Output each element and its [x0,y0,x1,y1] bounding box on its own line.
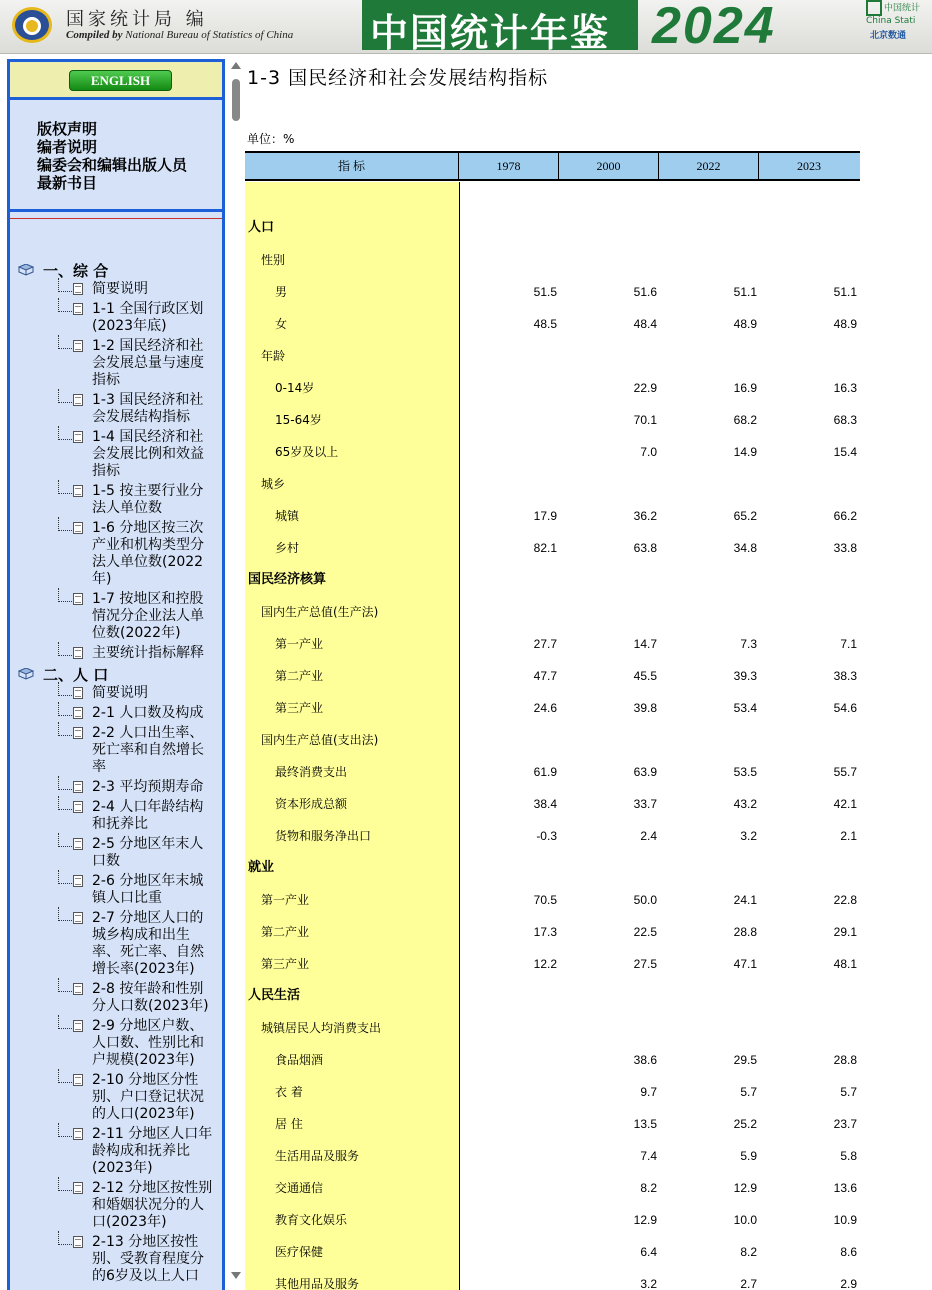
row-value: 43.2 [733,797,757,811]
tree-line [58,298,72,312]
row-label: 第一产业 [275,637,324,651]
toc-item[interactable] [10,705,222,722]
toc-item[interactable] [10,836,222,870]
table-row [245,820,860,852]
table-row [245,564,860,596]
row-value: 48.1 [833,957,857,971]
toc-item[interactable] [10,1234,222,1285]
row-value: 14.7 [633,637,657,651]
document-icon [73,912,83,924]
bureau-name: 国家统计局 编 [66,9,208,30]
toc-item-label: 1-7 按地区和控股情况分企业法人单位数(2022年) [92,591,204,641]
row-value: 51.1 [833,285,857,299]
row-value: 39.3 [733,669,757,683]
row-value: 3.2 [740,829,757,843]
toc-item-label: 2-3 平均预期寿命 [92,779,204,795]
toc-item-label: 1-1 全国行政区划(2023年底) [92,301,204,334]
document-icon [73,707,83,719]
row-value: 22.5 [633,925,657,939]
row-label: 交通通信 [275,1181,324,1195]
row-label: 衣 着 [275,1085,303,1099]
book-icon [18,668,34,680]
row-value: 48.5 [533,317,557,331]
table-row [245,948,860,980]
tree-line [58,1015,72,1029]
unit-label: 单位：% [247,132,295,146]
row-value: 47.7 [533,669,557,683]
row-value: 48.9 [833,317,857,331]
sidebar [7,59,225,1290]
row-value: 63.8 [633,541,657,555]
row-value: 27.5 [633,957,657,971]
row-label: 教育文化娱乐 [275,1213,348,1227]
row-label: 城镇居民人均消费支出 [261,1021,382,1035]
english-box [10,62,222,100]
row-label: 65岁及以上 [275,445,339,459]
document-icon [73,983,83,995]
table-row [245,532,860,564]
table-row [245,1268,860,1290]
toc-item[interactable] [10,910,222,978]
row-value: 10.0 [733,1213,757,1227]
row-value: 5.8 [840,1149,857,1163]
tree-line [58,796,72,810]
row-value: 51.1 [733,285,757,299]
row-label: 第二产业 [275,669,324,683]
table-row [245,500,860,532]
front-matter-links [10,100,222,212]
table-row [245,980,860,1012]
row-label: 最终消费支出 [275,765,348,779]
row-value: 8.2 [640,1181,657,1195]
tree-line [58,1123,72,1137]
row-label: 0-14岁 [275,381,315,395]
row-value: 38.3 [833,669,857,683]
tree-line [58,642,72,656]
row-label: 第二产业 [261,925,310,939]
editorial-board-link[interactable]: 编委会和编辑出版人员 [37,156,188,174]
row-value: 29.5 [733,1053,757,1067]
document-icon [73,875,83,887]
tree-line [58,776,72,790]
row-value: 66.2 [833,509,857,523]
row-value: 25.2 [733,1117,757,1131]
scroll-thumb[interactable] [232,79,240,121]
toc-chapter-label: 一、综 合 [43,262,109,280]
header-indicator: 指 标 [245,153,459,179]
table-row [245,1140,860,1172]
toc-item[interactable] [10,281,222,298]
copyright-link[interactable]: 版权声明 [37,120,98,138]
document-icon [73,394,83,406]
row-value: 22.9 [633,381,657,395]
toc-item-label: 简要说明 [92,281,148,297]
table-row [245,1108,860,1140]
row-value: 2.7 [740,1277,757,1290]
row-value: 39.8 [633,701,657,715]
row-value: 5.7 [740,1085,757,1099]
row-value: 3.2 [640,1277,657,1290]
row-value: 10.9 [833,1213,857,1227]
row-label: 货物和服务净出口 [275,829,372,843]
row-value: 68.2 [733,413,757,427]
row-value: 48.4 [633,317,657,331]
toc-item-label: 2-12 分地区按性别和婚姻状况分的人口(2023年) [92,1180,213,1230]
row-value: 82.1 [533,541,557,555]
toc-item-label: 2-6 分地区年末城镇人口比重 [92,873,204,906]
toc-item-label: 2-8 按年龄和性别分人口数(2023年) [92,981,209,1014]
toc-item[interactable] [10,591,222,642]
china-statistics-logo-icon [866,0,882,16]
row-value: 63.9 [633,765,657,779]
toc-item-label: 2-9 分地区户数、人口数、性别比和户规模(2023年) [92,1018,204,1068]
tree-line [58,480,72,494]
table-row [245,1044,860,1076]
row-value: 38.4 [533,797,557,811]
header-2023: 2023 [797,159,821,173]
row-label: 食品烟酒 [275,1053,324,1067]
row-label: 15-64岁 [275,413,322,427]
table-row [245,1236,860,1268]
table-row [245,884,860,916]
document-icon [73,687,83,699]
toc-item[interactable] [10,1018,222,1069]
toc-chapter-label: 二、人 口 [43,666,109,684]
header-1978: 1978 [459,153,559,179]
table-row [245,628,860,660]
row-value: 51.6 [633,285,657,299]
row-value: 12.2 [533,957,557,971]
toc-item-label: 2-7 分地区人口的城乡构成和出生率、死亡率、自然增长率(2023年) [92,910,204,977]
table-row [245,852,860,884]
header-banner [0,0,932,54]
tree-line [58,335,72,349]
tree-line [58,1177,72,1191]
tree-line [58,722,72,736]
row-value: 17.3 [533,925,557,939]
row-label: 其他用品及服务 [275,1277,360,1290]
row-value: 34.8 [733,541,757,555]
document-icon [73,781,83,793]
row-label: 国内生产总值(支出法) [261,733,379,747]
table-row [245,756,860,788]
table-row [245,244,860,276]
row-value: 2.9 [840,1277,857,1290]
table-row [245,1012,860,1044]
row-value: 16.3 [833,381,857,395]
row-value: 6.4 [640,1245,657,1259]
document-icon [73,727,83,739]
row-label: 第三产业 [261,957,310,971]
row-label: 居 住 [275,1117,303,1131]
row-label: 第三产业 [275,701,324,715]
document-icon [73,801,83,813]
row-value: 42.1 [833,797,857,811]
toc-chapter[interactable] [10,665,222,685]
row-label: 男 [275,285,288,299]
toc-item-label: 2-2 人口出生率、死亡率和自然增长率 [92,725,204,775]
row-value: 70.5 [533,893,557,907]
toc-item[interactable] [10,338,222,389]
toc-item[interactable] [10,429,222,480]
table-row [245,1172,860,1204]
row-value: -0.3 [536,829,557,843]
book-icon [18,264,34,276]
table-row [245,692,860,724]
row-value: 14.9 [733,445,757,459]
toc-item-label: 2-1 人口数及构成 [92,705,204,721]
scroll-up-arrow-icon[interactable] [231,62,241,69]
nbs-logo-icon [12,7,52,43]
table-row [245,1204,860,1236]
document-icon [73,431,83,443]
tree-line [58,426,72,440]
toc-item-label: 2-13 分地区按性别、受教育程度分的6岁及以上人口 [92,1234,204,1284]
row-value: 7.1 [840,637,857,651]
row-label: 乡村 [275,541,300,555]
toc-item-label: 1-6 分地区按三次产业和机构类型分法人单位数(2022年) [92,520,204,587]
row-value: 7.0 [640,445,657,459]
row-label: 国内生产总值(生产法) [261,605,379,619]
row-value: 70.1 [633,413,657,427]
row-value: 23.7 [833,1117,857,1131]
toc-item[interactable] [10,799,222,833]
yearbook-title: 中国统计年鉴 [370,11,611,54]
toc-item[interactable] [10,520,222,588]
row-value: 24.1 [733,893,757,907]
toc-item[interactable] [10,725,222,776]
row-value: 2.4 [640,829,657,843]
row-value: 36.2 [633,509,657,523]
row-label: 医疗保健 [275,1245,324,1259]
tree-line [58,702,72,716]
yearbook-year: 2024 [652,0,776,54]
row-value: 12.9 [633,1213,657,1227]
row-value: 13.5 [633,1117,657,1131]
row-value: 29.1 [833,925,857,939]
document-icon [73,522,83,534]
tree-line [58,1069,72,1083]
toc-item-label: 2-4 人口年龄结构和抚养比 [92,799,204,832]
row-label: 女 [275,317,288,331]
toc-item[interactable] [10,779,222,796]
tree-line [58,278,72,292]
document-icon [73,647,83,659]
row-value: 27.7 [533,637,557,651]
toc-item[interactable] [10,301,222,335]
table-row [245,596,860,628]
english-button[interactable]: ENGLISH [69,70,172,91]
toc-item-label: 简要说明 [92,685,148,701]
latest-catalog-link[interactable]: 最新书目 [37,174,98,192]
corner-logo-top: 中国统计 China Stati [866,0,932,26]
toc-item-label: 1-4 国民经济和社会发展比例和效益指标 [92,429,204,479]
row-label: 生活用品及服务 [275,1149,360,1163]
toc-item-label: 1-2 国民经济和社会发展总量与速度指标 [92,338,204,388]
row-value: 48.9 [733,317,757,331]
tree-line [58,907,72,921]
row-value: 5.7 [840,1085,857,1099]
tree-line [58,588,72,602]
table-body [245,212,860,1290]
tree-line [58,870,72,884]
scroll-down-arrow-icon[interactable] [231,1272,241,1279]
document-icon [73,1128,83,1140]
row-value: 16.9 [733,381,757,395]
row-value: 13.6 [833,1181,857,1195]
toc-item[interactable] [10,483,222,517]
toc-item-label: 2-10 分地区分性别、户口登记状况的人口(2023年) [92,1072,204,1122]
tree-line [58,682,72,696]
page-title: 1-3 国民经济和社会发展结构指标 [247,67,549,89]
toc-item[interactable] [10,685,222,702]
document-icon [73,485,83,497]
table-row [245,276,860,308]
row-label: 城乡 [261,477,286,491]
table-row [245,660,860,692]
row-value: 45.5 [633,669,657,683]
row-label: 国民经济核算 [248,572,327,587]
tree-line [58,833,72,847]
row-value: 28.8 [833,1053,857,1067]
row-value: 8.6 [840,1245,857,1259]
compiled-by-text: Compiled by National Bureau of Statistics of China [66,29,294,41]
row-value: 9.7 [640,1085,657,1099]
row-value: 12.9 [733,1181,757,1195]
row-value: 17.9 [533,509,557,523]
row-value: 33.8 [833,541,857,555]
row-value: 33.7 [633,797,657,811]
row-value: 5.9 [740,1149,757,1163]
row-value: 24.6 [533,701,557,715]
row-value: 47.1 [733,957,757,971]
table-row [245,468,860,500]
row-value: 8.2 [740,1245,757,1259]
document-icon [73,1020,83,1032]
table-row [245,436,860,468]
tree-line [58,1231,72,1245]
row-value: 2.1 [840,829,857,843]
toc-item[interactable] [10,645,222,662]
toc-chapter[interactable] [10,261,222,281]
row-label: 就业 [248,860,275,875]
row-label: 资本形成总额 [275,797,348,811]
toc-item-label: 1-3 国民经济和社会发展结构指标 [92,392,204,425]
document-icon [73,1074,83,1086]
toc-item[interactable] [10,1126,222,1177]
row-value: 22.8 [833,893,857,907]
row-value: 7.3 [740,637,757,651]
header-2000: 2000 [559,153,659,179]
row-value: 53.5 [733,765,757,779]
toc-item[interactable] [10,873,222,907]
row-value: 65.2 [733,509,757,523]
row-value: 68.3 [833,413,857,427]
table-row [245,340,860,372]
toc-item[interactable] [10,1180,222,1231]
corner-logo-bottom: 北京数通 [870,31,907,41]
table-row [245,372,860,404]
toc-item-label: 1-5 按主要行业分法人单位数 [92,483,204,516]
table-header [245,151,860,181]
row-value: 50.0 [633,893,657,907]
toc-item[interactable] [10,1072,222,1123]
row-value: 28.8 [733,925,757,939]
document-icon [73,283,83,295]
table-row [245,404,860,436]
document-icon [73,1236,83,1248]
toc-item[interactable] [10,981,222,1015]
editor-notes-link[interactable]: 编者说明 [37,138,98,156]
row-value: 38.6 [633,1053,657,1067]
row-label: 年龄 [261,349,286,363]
row-label: 城镇 [275,509,300,523]
table-of-contents [10,219,222,1285]
table-row [245,724,860,756]
table-row [245,916,860,948]
document-icon [73,1182,83,1194]
table-row [245,788,860,820]
row-value: 51.5 [533,285,557,299]
tree-line [58,978,72,992]
row-label: 第一产业 [261,893,310,907]
row-label: 人口 [248,220,275,235]
document-icon [73,303,83,315]
document-icon [73,593,83,605]
row-label: 性别 [261,253,286,267]
document-icon [73,340,83,352]
row-value: 7.4 [640,1149,657,1163]
row-value: 61.9 [533,765,557,779]
row-value: 15.4 [833,445,857,459]
row-value: 54.6 [833,701,857,715]
document-icon [73,838,83,850]
row-value: 53.4 [733,701,757,715]
toc-item-label: 主要统计指标解释 [92,645,204,661]
scrollbar[interactable] [229,59,243,1290]
table-row [245,308,860,340]
toc-item-label: 2-5 分地区年末人口数 [92,836,204,869]
tree-line [58,517,72,531]
row-value: 55.7 [833,765,857,779]
table-row [245,1076,860,1108]
toc-item[interactable] [10,392,222,426]
toc-item-label: 2-11 分地区人口年龄构成和抚养比(2023年) [92,1126,213,1176]
table-row [245,212,860,244]
header-2022: 2022 [659,153,759,179]
row-label: 人民生活 [248,988,301,1003]
tree-line [58,389,72,403]
